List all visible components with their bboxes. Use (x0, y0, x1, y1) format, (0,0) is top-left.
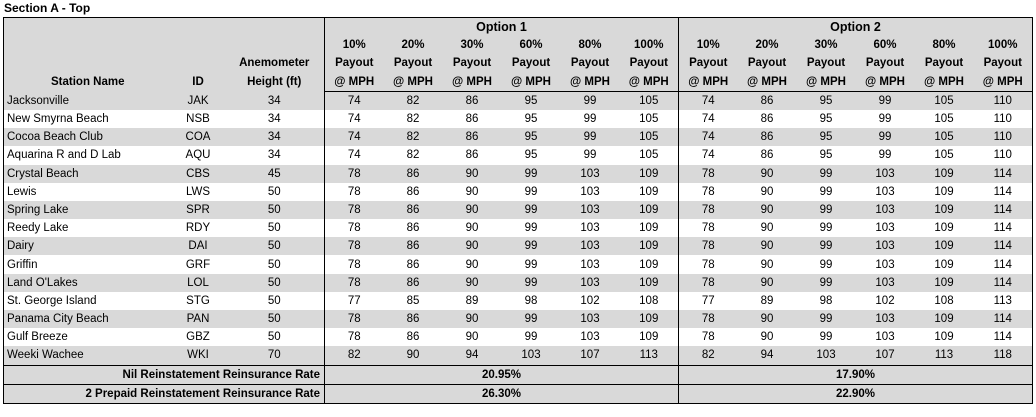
option2-value-cell: 109 (915, 328, 974, 346)
option1-value-cell: 90 (443, 328, 502, 346)
option1-value-cell: 86 (443, 128, 502, 146)
anemometer-height-cell: 34 (225, 128, 325, 146)
option1-value-cell: 86 (384, 183, 443, 201)
table-row (4, 219, 1033, 237)
option2-value-cell: 102 (856, 292, 915, 310)
anemometer-header-line1: Anemometer (225, 54, 325, 72)
option2-value-cell: 105 (915, 110, 974, 128)
station-name-cell: Weeki Wachee (4, 346, 172, 365)
opt2-pct: 80% (915, 36, 974, 54)
option1-value-cell: 78 (325, 219, 384, 237)
option2-value-cell: 109 (915, 255, 974, 273)
option2-value-cell: 86 (738, 128, 797, 146)
opt2-unit: @ MPH (797, 73, 856, 92)
option1-value-cell: 103 (561, 310, 620, 328)
opt1-payout-word: Payout (325, 54, 384, 72)
option1-value-cell: 109 (620, 255, 679, 273)
option2-value-cell: 103 (856, 310, 915, 328)
option1-value-cell: 90 (443, 237, 502, 255)
option1-value-cell: 86 (384, 201, 443, 219)
option1-value-cell: 103 (561, 219, 620, 237)
option2-value-cell: 99 (797, 183, 856, 201)
option2-value-cell: 89 (738, 292, 797, 310)
option2-value-cell: 109 (915, 219, 974, 237)
option2-value-cell: 74 (679, 146, 738, 164)
option2-value-cell: 110 (974, 146, 1033, 164)
option1-value-cell: 89 (443, 292, 502, 310)
option2-value-cell: 78 (679, 183, 738, 201)
option2-value-cell: 99 (856, 91, 915, 110)
option2-value-cell: 90 (738, 201, 797, 219)
anemometer-height-cell: 50 (225, 310, 325, 328)
table-row (4, 183, 1033, 201)
option1-value-cell: 109 (620, 165, 679, 183)
table-row (4, 255, 1033, 273)
station-name-cell: St. George Island (4, 292, 172, 310)
option1-value-cell: 78 (325, 183, 384, 201)
option2-value-cell: 90 (738, 255, 797, 273)
anemometer-height-cell: 50 (225, 219, 325, 237)
opt2-unit: @ MPH (856, 73, 915, 92)
option2-value-cell: 103 (856, 237, 915, 255)
id-header: ID (172, 73, 225, 92)
option2-value-cell: 99 (797, 237, 856, 255)
option1-value-cell: 86 (384, 219, 443, 237)
option2-value-cell: 103 (856, 165, 915, 183)
anemometer-height-cell: 34 (225, 91, 325, 110)
option1-value-cell: 108 (620, 292, 679, 310)
option2-value-cell: 99 (797, 219, 856, 237)
option2-value-cell: 109 (915, 237, 974, 255)
option2-value-cell: 78 (679, 165, 738, 183)
option1-value-cell: 103 (561, 183, 620, 201)
option2-value-cell: 109 (915, 310, 974, 328)
option2-value-cell: 105 (915, 128, 974, 146)
station-name-cell: Crystal Beach (4, 165, 172, 183)
option2-value-cell: 90 (738, 310, 797, 328)
option1-value-cell: 86 (384, 310, 443, 328)
option1-value-cell: 95 (502, 110, 561, 128)
option1-value-cell: 77 (325, 292, 384, 310)
option1-value-cell: 105 (620, 110, 679, 128)
option1-value-cell: 74 (325, 146, 384, 164)
anemometer-height-cell: 50 (225, 237, 325, 255)
option2-value-cell: 94 (738, 346, 797, 365)
option1-value-cell: 109 (620, 310, 679, 328)
station-name-cell: Cocoa Beach Club (4, 128, 172, 146)
anemometer-height-cell: 70 (225, 346, 325, 365)
option2-value-cell: 78 (679, 310, 738, 328)
opt2-pct: 60% (856, 36, 915, 54)
opt1-pct: 20% (384, 36, 443, 54)
option1-value-cell: 99 (502, 219, 561, 237)
station-id-cell: DAI (172, 237, 225, 255)
option2-header: Option 2 (679, 18, 1033, 37)
option1-value-cell: 103 (561, 165, 620, 183)
table-footer (4, 365, 1033, 403)
option1-value-cell: 99 (502, 328, 561, 346)
option2-value-cell: 95 (797, 91, 856, 110)
option1-value-cell: 99 (502, 237, 561, 255)
option2-value-cell: 99 (797, 201, 856, 219)
option2-value-cell: 103 (856, 219, 915, 237)
option2-value-cell: 103 (797, 346, 856, 365)
station-name-header: Station Name (4, 73, 172, 92)
opt1-payout-word: Payout (561, 54, 620, 72)
option2-value-cell: 98 (797, 292, 856, 310)
option1-value-cell: 109 (620, 237, 679, 255)
anemometer-height-cell: 50 (225, 201, 325, 219)
option2-value-cell: 114 (974, 201, 1033, 219)
opt1-unit: @ MPH (325, 73, 384, 92)
opt2-unit: @ MPH (974, 73, 1033, 92)
option1-value-cell: 86 (443, 146, 502, 164)
option2-value-cell: 110 (974, 91, 1033, 110)
option2-value-cell: 114 (974, 328, 1033, 346)
opt1-pct: 30% (443, 36, 502, 54)
option1-value-cell: 78 (325, 310, 384, 328)
opt2-payout-word: Payout (679, 54, 738, 72)
option2-value-cell: 95 (797, 128, 856, 146)
anemometer-height-cell: 45 (225, 165, 325, 183)
opt2-payout-word: Payout (974, 54, 1033, 72)
option2-value-cell: 78 (679, 201, 738, 219)
option1-value-cell: 95 (502, 146, 561, 164)
option2-value-cell: 99 (856, 110, 915, 128)
option1-value-cell: 103 (561, 201, 620, 219)
option2-value-cell: 90 (738, 274, 797, 292)
option2-value-cell: 95 (797, 110, 856, 128)
option1-value-cell: 99 (561, 146, 620, 164)
table-header (4, 18, 1033, 92)
table-row (4, 310, 1033, 328)
option1-value-cell: 90 (443, 219, 502, 237)
option1-value-cell: 105 (620, 91, 679, 110)
option2-value-cell: 113 (915, 346, 974, 365)
station-id-cell: JAK (172, 91, 225, 110)
table-row (4, 201, 1033, 219)
option1-value-cell: 105 (620, 128, 679, 146)
opt1-payout-word: Payout (620, 54, 679, 72)
table-row (4, 292, 1033, 310)
station-name-cell: Aquarina R and D Lab (4, 146, 172, 164)
option1-value-cell: 86 (443, 91, 502, 110)
opt1-unit: @ MPH (443, 73, 502, 92)
anemometer-height-cell: 50 (225, 328, 325, 346)
opt1-unit: @ MPH (620, 73, 679, 92)
option2-value-cell: 90 (738, 165, 797, 183)
option2-value-cell: 109 (915, 201, 974, 219)
option1-value-cell: 74 (325, 91, 384, 110)
option2-value-cell: 109 (915, 274, 974, 292)
station-name-cell: Reedy Lake (4, 219, 172, 237)
option1-value-cell: 102 (561, 292, 620, 310)
option2-value-cell: 103 (856, 255, 915, 273)
station-id-cell: RDY (172, 219, 225, 237)
payout-table (3, 17, 1033, 404)
option2-value-cell: 103 (856, 201, 915, 219)
station-name-cell: Land O'Lakes (4, 274, 172, 292)
option1-value-cell: 90 (443, 165, 502, 183)
option1-value-cell: 99 (502, 310, 561, 328)
station-name-cell: Dairy (4, 237, 172, 255)
option1-value-cell: 86 (384, 328, 443, 346)
option1-value-cell: 86 (384, 255, 443, 273)
option1-value-cell: 82 (384, 146, 443, 164)
option2-value-cell: 78 (679, 328, 738, 346)
station-id-cell: AQU (172, 146, 225, 164)
option1-value-cell: 86 (384, 165, 443, 183)
opt1-pct: 10% (325, 36, 384, 54)
station-name-cell: Gulf Breeze (4, 328, 172, 346)
option2-value-cell: 90 (738, 237, 797, 255)
station-id-cell: STG (172, 292, 225, 310)
table-row (4, 146, 1033, 164)
table-row (4, 91, 1033, 110)
option2-value-cell: 90 (738, 219, 797, 237)
option2-value-cell: 78 (679, 237, 738, 255)
option1-value-cell: 109 (620, 201, 679, 219)
option2-value-cell: 114 (974, 237, 1033, 255)
option1-value-cell: 82 (384, 91, 443, 110)
station-id-cell: COA (172, 128, 225, 146)
option1-value-cell: 98 (502, 292, 561, 310)
option1-value-cell: 103 (561, 237, 620, 255)
option1-value-cell: 85 (384, 292, 443, 310)
option2-value-cell: 108 (915, 292, 974, 310)
option2-value-cell: 110 (974, 128, 1033, 146)
station-name-cell: Jacksonville (4, 91, 172, 110)
option2-value-cell: 99 (797, 274, 856, 292)
option1-value-cell: 78 (325, 201, 384, 219)
option1-value-cell: 109 (620, 183, 679, 201)
option2-value-cell: 105 (915, 91, 974, 110)
option1-value-cell: 82 (325, 346, 384, 365)
opt1-unit: @ MPH (502, 73, 561, 92)
anemometer-height-cell: 34 (225, 110, 325, 128)
option1-rate: 20.95% (325, 365, 679, 384)
station-id-cell: SPR (172, 201, 225, 219)
section-title: Section A - Top (4, 1, 91, 15)
opt2-payout-word: Payout (856, 54, 915, 72)
option2-value-cell: 114 (974, 274, 1033, 292)
station-id-cell: WKI (172, 346, 225, 365)
option1-value-cell: 99 (502, 201, 561, 219)
option2-value-cell: 107 (856, 346, 915, 365)
option1-value-cell: 103 (561, 255, 620, 273)
option1-value-cell: 74 (325, 110, 384, 128)
option2-value-cell: 86 (738, 91, 797, 110)
table-row (4, 237, 1033, 255)
option2-value-cell: 114 (974, 165, 1033, 183)
option2-value-cell: 99 (797, 255, 856, 273)
option2-value-cell: 114 (974, 255, 1033, 273)
option1-value-cell: 74 (325, 128, 384, 146)
option1-value-cell: 99 (502, 183, 561, 201)
table-row (4, 165, 1033, 183)
station-id-cell: CBS (172, 165, 225, 183)
option2-value-cell: 99 (797, 310, 856, 328)
option1-value-cell: 99 (561, 128, 620, 146)
option2-value-cell: 110 (974, 110, 1033, 128)
option2-value-cell: 99 (797, 328, 856, 346)
station-name-cell: Spring Lake (4, 201, 172, 219)
opt2-unit: @ MPH (679, 73, 738, 92)
option1-value-cell: 105 (620, 146, 679, 164)
opt1-payout-word: Payout (384, 54, 443, 72)
opt2-pct: 30% (797, 36, 856, 54)
station-name-cell: Panama City Beach (4, 310, 172, 328)
option2-value-cell: 90 (738, 183, 797, 201)
option2-value-cell: 74 (679, 110, 738, 128)
option2-value-cell: 118 (974, 346, 1033, 365)
option2-value-cell: 90 (738, 328, 797, 346)
anemometer-height-cell: 50 (225, 274, 325, 292)
option2-value-cell: 99 (856, 128, 915, 146)
option1-value-cell: 113 (620, 346, 679, 365)
opt2-pct: 10% (679, 36, 738, 54)
station-name-cell: New Smyrna Beach (4, 110, 172, 128)
anemometer-height-cell: 50 (225, 255, 325, 273)
option2-value-cell: 109 (915, 183, 974, 201)
option1-value-cell: 95 (502, 128, 561, 146)
option2-value-cell: 78 (679, 274, 738, 292)
option2-value-cell: 114 (974, 183, 1033, 201)
option2-value-cell: 78 (679, 219, 738, 237)
option2-value-cell: 77 (679, 292, 738, 310)
option1-value-cell: 103 (561, 328, 620, 346)
option1-value-cell: 78 (325, 328, 384, 346)
option1-value-cell: 86 (443, 110, 502, 128)
table-row (4, 110, 1033, 128)
option2-rate: 22.90% (679, 384, 1033, 403)
option1-value-cell: 99 (561, 110, 620, 128)
option1-value-cell: 78 (325, 237, 384, 255)
option1-value-cell: 90 (384, 346, 443, 365)
option1-value-cell: 109 (620, 328, 679, 346)
opt1-unit: @ MPH (561, 73, 620, 92)
option1-value-cell: 82 (384, 110, 443, 128)
option1-value-cell: 99 (502, 274, 561, 292)
option1-value-cell: 86 (384, 274, 443, 292)
opt2-pct: 100% (974, 36, 1033, 54)
option1-value-cell: 90 (443, 255, 502, 273)
anemometer-header-line2: Height (ft) (225, 73, 325, 92)
option1-value-cell: 99 (561, 91, 620, 110)
option2-value-cell: 103 (856, 183, 915, 201)
opt1-pct: 60% (502, 36, 561, 54)
table-row (4, 328, 1033, 346)
option2-rate: 17.90% (679, 365, 1033, 384)
option1-value-cell: 107 (561, 346, 620, 365)
opt1-payout-word: Payout (502, 54, 561, 72)
station-id-cell: GRF (172, 255, 225, 273)
opt2-payout-word: Payout (915, 54, 974, 72)
opt1-pct: 80% (561, 36, 620, 54)
opt2-unit: @ MPH (738, 73, 797, 92)
option2-value-cell: 103 (856, 328, 915, 346)
option1-value-cell: 109 (620, 274, 679, 292)
option2-value-cell: 103 (856, 274, 915, 292)
anemometer-height-cell: 50 (225, 183, 325, 201)
option1-header: Option 1 (325, 18, 679, 37)
option1-value-cell: 94 (443, 346, 502, 365)
option2-value-cell: 105 (915, 146, 974, 164)
option1-value-cell: 103 (561, 274, 620, 292)
option2-value-cell: 86 (738, 146, 797, 164)
option2-value-cell: 74 (679, 91, 738, 110)
station-name-cell: Lewis (4, 183, 172, 201)
opt2-unit: @ MPH (915, 73, 974, 92)
opt2-payout-word: Payout (738, 54, 797, 72)
station-id-cell: LWS (172, 183, 225, 201)
option1-value-cell: 90 (443, 183, 502, 201)
option1-value-cell: 78 (325, 165, 384, 183)
opt1-payout-word: Payout (443, 54, 502, 72)
opt2-payout-word: Payout (797, 54, 856, 72)
station-id-cell: GBZ (172, 328, 225, 346)
option1-value-cell: 78 (325, 255, 384, 273)
option2-value-cell: 86 (738, 110, 797, 128)
opt2-pct: 20% (738, 36, 797, 54)
station-id-cell: NSB (172, 110, 225, 128)
anemometer-height-cell: 34 (225, 146, 325, 164)
option1-value-cell: 99 (502, 255, 561, 273)
option1-value-cell: 99 (502, 165, 561, 183)
footer-label: 2 Prepaid Reinstatement Reinsurance Rate (4, 384, 325, 403)
option2-value-cell: 114 (974, 310, 1033, 328)
option1-value-cell: 90 (443, 310, 502, 328)
option1-value-cell: 78 (325, 274, 384, 292)
option2-value-cell: 99 (797, 165, 856, 183)
station-id-cell: LOL (172, 274, 225, 292)
opt1-unit: @ MPH (384, 73, 443, 92)
table-row (4, 346, 1033, 365)
table-row (4, 274, 1033, 292)
option2-value-cell: 114 (974, 219, 1033, 237)
option1-value-cell: 109 (620, 219, 679, 237)
option2-value-cell: 74 (679, 128, 738, 146)
option1-value-cell: 82 (384, 128, 443, 146)
option2-value-cell: 78 (679, 255, 738, 273)
option1-value-cell: 86 (384, 237, 443, 255)
anemometer-height-cell: 50 (225, 292, 325, 310)
option1-value-cell: 90 (443, 274, 502, 292)
station-name-cell: Griffin (4, 255, 172, 273)
option1-value-cell: 103 (502, 346, 561, 365)
station-id-cell: PAN (172, 310, 225, 328)
footer-row (4, 384, 1033, 403)
table-body (4, 91, 1033, 365)
footer-row (4, 365, 1033, 384)
option2-value-cell: 99 (856, 146, 915, 164)
option1-rate: 26.30% (325, 384, 679, 403)
option2-value-cell: 109 (915, 165, 974, 183)
opt1-pct: 100% (620, 36, 679, 54)
option2-value-cell: 95 (797, 146, 856, 164)
option2-value-cell: 82 (679, 346, 738, 365)
option1-value-cell: 90 (443, 201, 502, 219)
footer-label: Nil Reinstatement Reinsurance Rate (4, 365, 325, 384)
option2-value-cell: 113 (974, 292, 1033, 310)
table-row (4, 128, 1033, 146)
option1-value-cell: 95 (502, 91, 561, 110)
